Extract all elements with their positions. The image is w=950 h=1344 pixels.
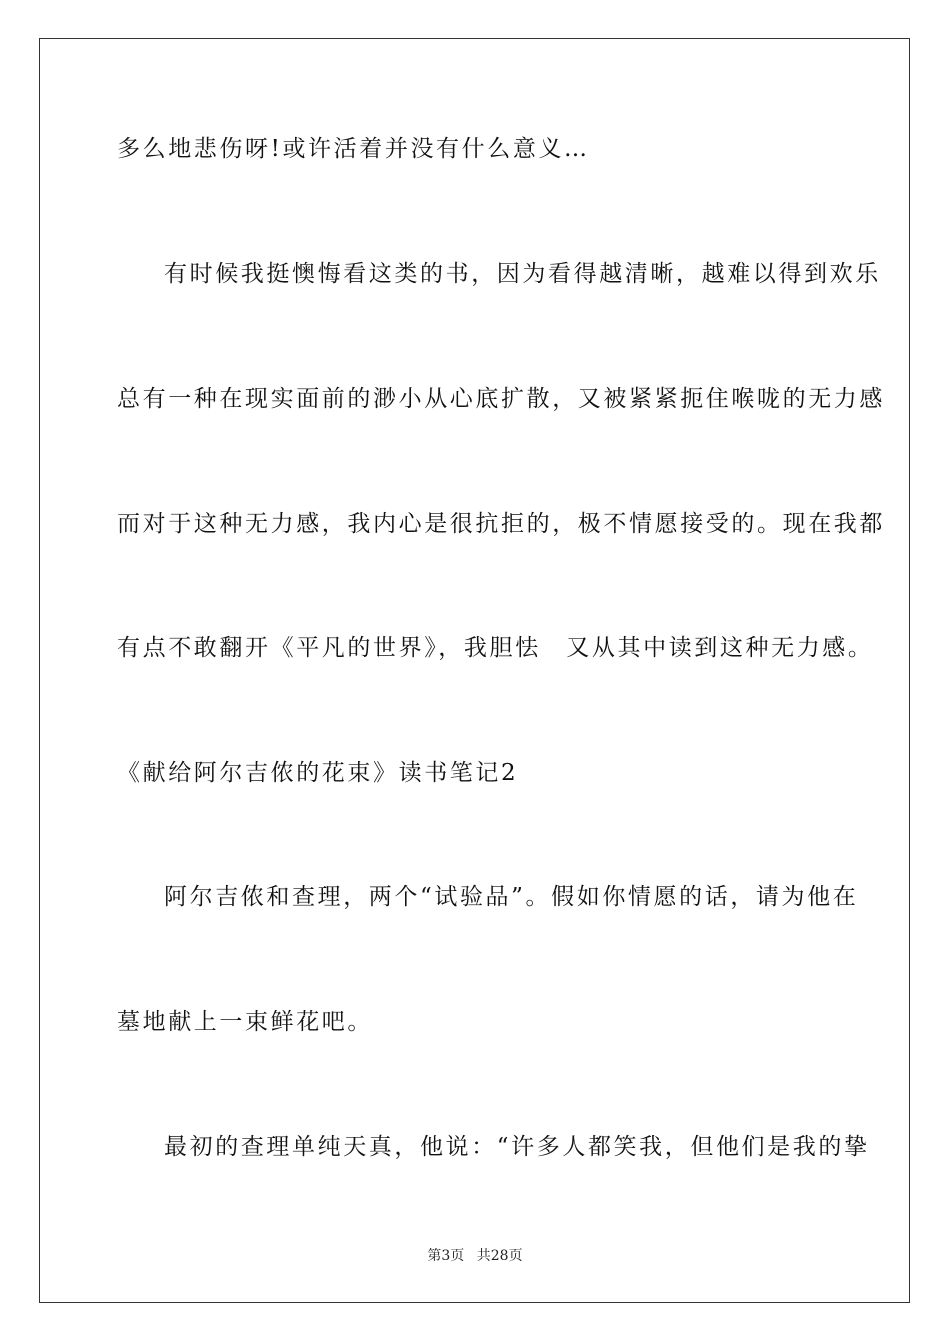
page-number: 第3页 [427, 1248, 465, 1264]
section-heading: 《献给阿尔吉侬的花束》读书笔记2 [117, 760, 519, 786]
text-line-9: 最初的查理单纯天真，他说：“许多人都笑我，但他们是我的挚 [164, 1134, 870, 1160]
page-border [39, 38, 910, 1303]
page-footer [0, 1245, 950, 1265]
text-line-5: 有点不敢翻开《平凡的世界》，我胆怯 又从其中读到这种无力感。 [117, 635, 874, 661]
page-total: 共28页 [476, 1248, 523, 1264]
text-line-1: 多么地悲伤呀!或许活着并没有什么意义… [117, 136, 590, 162]
text-line-3: 总有一种在现实面前的渺小从心底扩散，又被紧紧扼住喉咙的无力感 [117, 386, 885, 412]
text-line-7: 阿尔吉侬和查理，两个“试验品”。假如你情愿的话，请为他在 [164, 884, 859, 910]
text-line-8: 墓地献上一束鲜花吧。 [117, 1009, 373, 1035]
text-line-4: 而对于这种无力感，我内心是很抗拒的，极不情愿接受的。现在我都 [117, 511, 885, 537]
text-line-2: 有时候我挺懊悔看这类的书，因为看得越清晰，越难以得到欢乐 [164, 261, 881, 287]
